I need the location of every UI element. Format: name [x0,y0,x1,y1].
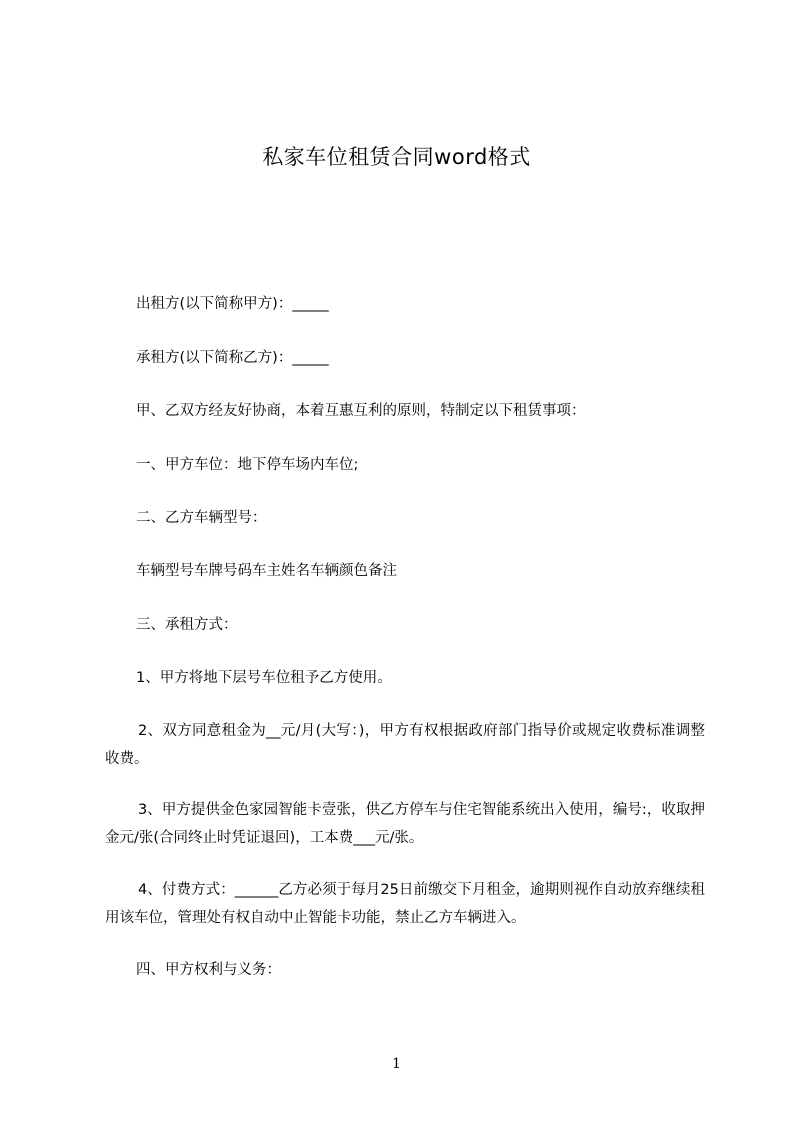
vehicle-info-fields: 车辆型号车牌号码车主姓名车辆颜色备注 [136,563,397,579]
clause-3-smart-card: 3、甲方提供金色家园智能卡壹张，供乙方停车与住宅智能系统出入使用，编号:，收取押金元/张(合同终止时凭证退回)，工本费___元/张。 [105,802,705,846]
clause-1-parking-assignment: 1、甲方将地下层号车位租予乙方使用。 [136,670,392,686]
section-four-lessor-rights: 四、甲方权利与义务： [136,962,281,978]
document-title: 私家车位租赁合同word格式 [262,145,531,169]
page-number: 1 [392,1056,401,1072]
agreement-intro: 甲、乙双方经友好协商，本着互惠互利的原则，特制定以下租赁事项： [136,403,586,419]
section-one-parking-space: 一、甲方车位：地下停车场内车位; [136,457,359,473]
clause-2-rent: 2、双方同意租金为__元/月(大写：)，甲方有权根据政府部门指导价或规定收费标准调整收费。 [105,723,705,767]
lessee-line: 承租方(以下简称乙方)：_____ [136,350,329,366]
section-three-lease-method: 三、承租方式： [136,617,238,633]
section-two-vehicle-model: 二、乙方车辆型号： [136,510,267,526]
clause-4-payment-method: 4、付费方式：______乙方必须于每月25日前缴交下月租金，逾期则视作自动放弃继续租用该车位，管理处有权自动中止智能卡功能，禁止乙方车辆进入。 [105,882,705,926]
lessor-line: 出租方(以下简称甲方)：_____ [136,296,329,312]
